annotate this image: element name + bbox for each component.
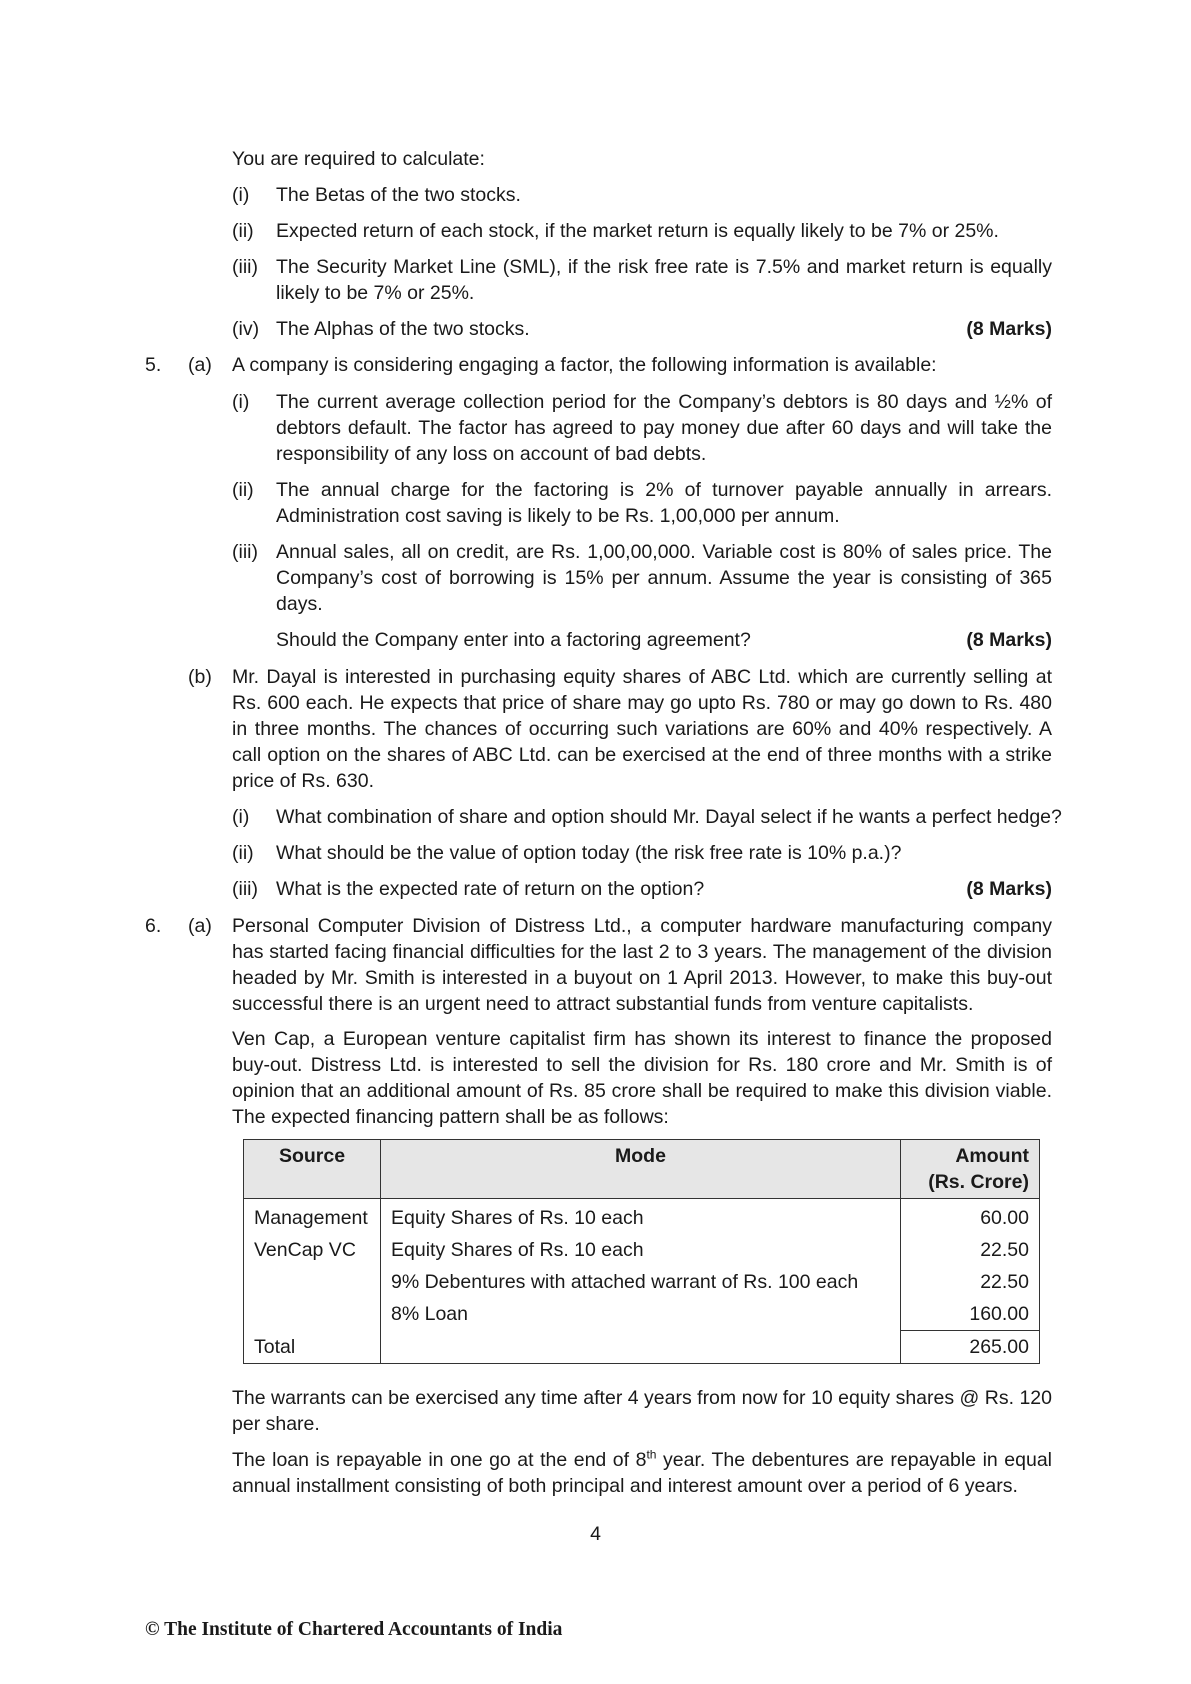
q6-number: 6. xyxy=(145,915,162,937)
header-amount xyxy=(901,1140,1040,1199)
table-row xyxy=(244,1298,1040,1331)
footer-copyright: © The Institute of Chartered Accountants of India xyxy=(145,1619,563,1640)
q5a-item-text: The current average collection period for the Company’s debtors is 80 days and ½% of debtors default. The factor has agreed to pay money due after 60 days and will take the responsibility of any loss on account of bad debts. xyxy=(276,391,1052,465)
q4-item-label: (iv) xyxy=(232,318,260,340)
q4-item-label: (i) xyxy=(232,184,250,206)
q4-item-text: Expected return of each stock, if the market return is equally likely to be 7% or 25%. xyxy=(276,220,999,242)
cell-total-mode xyxy=(381,1331,901,1364)
q4-marks: (8 Marks) xyxy=(966,318,1052,340)
cell-amount: 160.00 xyxy=(901,1298,1040,1331)
q4-item-text: The Betas of the two stocks. xyxy=(276,184,521,206)
q5a-item-text: Annual sales, all on credit, are Rs. 1,00,00,000. Variable cost is 80% of sales price. The Company’s cost of borrowing is 15% per annum. Assume the year is consisting of 365 days. xyxy=(276,541,1052,615)
q5a-item-label: (iii) xyxy=(232,541,258,563)
cell-source xyxy=(244,1298,381,1331)
page-number: 4 xyxy=(590,1523,601,1545)
q5b-item-label: (i) xyxy=(232,806,250,828)
q5-number: 5. xyxy=(145,354,162,376)
cell-mode: 9% Debentures with attached warrant of Rs. 100 each xyxy=(381,1266,901,1298)
financing-table xyxy=(243,1139,1040,1364)
q5a-marks: (8 Marks) xyxy=(966,629,1052,651)
q5b-item-label: (iii) xyxy=(232,878,258,900)
cell-amount: 22.50 xyxy=(901,1234,1040,1266)
cell-source: VenCap VC xyxy=(244,1234,381,1266)
q5b-marks: (8 Marks) xyxy=(966,878,1052,900)
q4-item-label: (ii) xyxy=(232,220,254,242)
q5b-intro: Mr. Dayal is interested in purchasing equity shares of ABC Ltd. which are currently selling at Rs. 600 each. He expects that price of share may go upto Rs. 780 or may go down to Rs. 480 in three months. The chances of occurring such variations are 60% and 40% respectively. A call option on the shares of ABC Ltd. can be exercised at the end of three months with a strike price of Rs. 630. xyxy=(232,666,1052,792)
q6a-para4 xyxy=(232,1447,1052,1499)
cell-source xyxy=(244,1266,381,1298)
q5a-label: (a) xyxy=(188,354,212,376)
cell-amount: 22.50 xyxy=(901,1266,1040,1298)
table-row xyxy=(244,1266,1040,1298)
cell-mode: Equity Shares of Rs. 10 each xyxy=(381,1199,901,1235)
q6a-para4-post: year. The debentures are repayable in equal annual installment consisting of both principal and interest amount over a period of 6 years. xyxy=(232,1449,1052,1497)
q5b-item-text: What combination of share and option should Mr. Dayal select if he wants a perfect hedge? xyxy=(276,806,1062,828)
q6a-para4-pre: The loan is repayable in one go at the end of 8 xyxy=(232,1449,647,1471)
header-amount-line1: Amount xyxy=(955,1145,1029,1167)
header-amount-line2: (Rs. Crore) xyxy=(928,1171,1029,1193)
q4-item-label: (iii) xyxy=(232,256,258,278)
table-header-row xyxy=(244,1140,1040,1199)
q6a-para2: Ven Cap, a European venture capitalist firm has shown its interest to finance the proposed buy-out. Distress Ltd. is interested to sell the division for Rs. 180 crore and Mr. Smith is of opinion that an additional amount of Rs. 85 crore shall be required to make this division viable. The expected financing pattern shall be as follows: xyxy=(232,1028,1052,1128)
q5b-item-text: What is the expected rate of return on the option? xyxy=(276,878,705,900)
q6a-label: (a) xyxy=(188,915,212,937)
cell-total-label: Total xyxy=(244,1331,381,1364)
cell-mode: Equity Shares of Rs. 10 each xyxy=(381,1234,901,1266)
table-row xyxy=(244,1234,1040,1266)
header-mode: Mode xyxy=(381,1140,901,1199)
q5a-item-label: (i) xyxy=(232,391,250,413)
q5b-label: (b) xyxy=(188,666,212,688)
q5b-item-label: (ii) xyxy=(232,842,254,864)
q4-item-text: The Security Market Line (SML), if the risk free rate is 7.5% and market return is equally likely to be 7% or 25%. xyxy=(276,256,1052,304)
q6a-para3: The warrants can be exercised any time after 4 years from now for 10 equity shares @ Rs. 120 per share. xyxy=(232,1387,1052,1435)
cell-amount: 60.00 xyxy=(901,1199,1040,1235)
table-row xyxy=(244,1199,1040,1235)
q5a-item-text: The annual charge for the factoring is 2% of turnover payable annually in arrears. Administration cost saving is likely to be Rs. 1,00,000 per annum. xyxy=(276,479,1052,527)
cell-total-amount: 265.00 xyxy=(901,1331,1040,1364)
q5a-question: Should the Company enter into a factoring agreement? xyxy=(276,629,751,651)
header-source: Source xyxy=(244,1140,381,1199)
q5a-intro: A company is considering engaging a factor, the following information is available: xyxy=(232,354,937,376)
q6a-para1: Personal Computer Division of Distress Ltd., a computer hardware manufacturing company has started facing financial difficulties for the last 2 to 3 years. The management of the division headed by Mr. Smith is interested in a buyout on 1 April 2013. However, to make this buy-out successful there is an urgent need to attract substantial funds from venture capitalists. xyxy=(232,915,1052,1015)
cell-source: Management xyxy=(244,1199,381,1235)
q4-intro: You are required to calculate: xyxy=(232,148,485,170)
q5b-item-text: What should be the value of option today (the risk free rate is 10% p.a.)? xyxy=(276,842,902,864)
table-total-row xyxy=(244,1331,1040,1364)
q6a-para4-sup: th xyxy=(646,1447,657,1462)
q5a-item-label: (ii) xyxy=(232,479,254,501)
cell-mode: 8% Loan xyxy=(381,1298,901,1331)
q4-item-text: The Alphas of the two stocks. xyxy=(276,318,530,340)
